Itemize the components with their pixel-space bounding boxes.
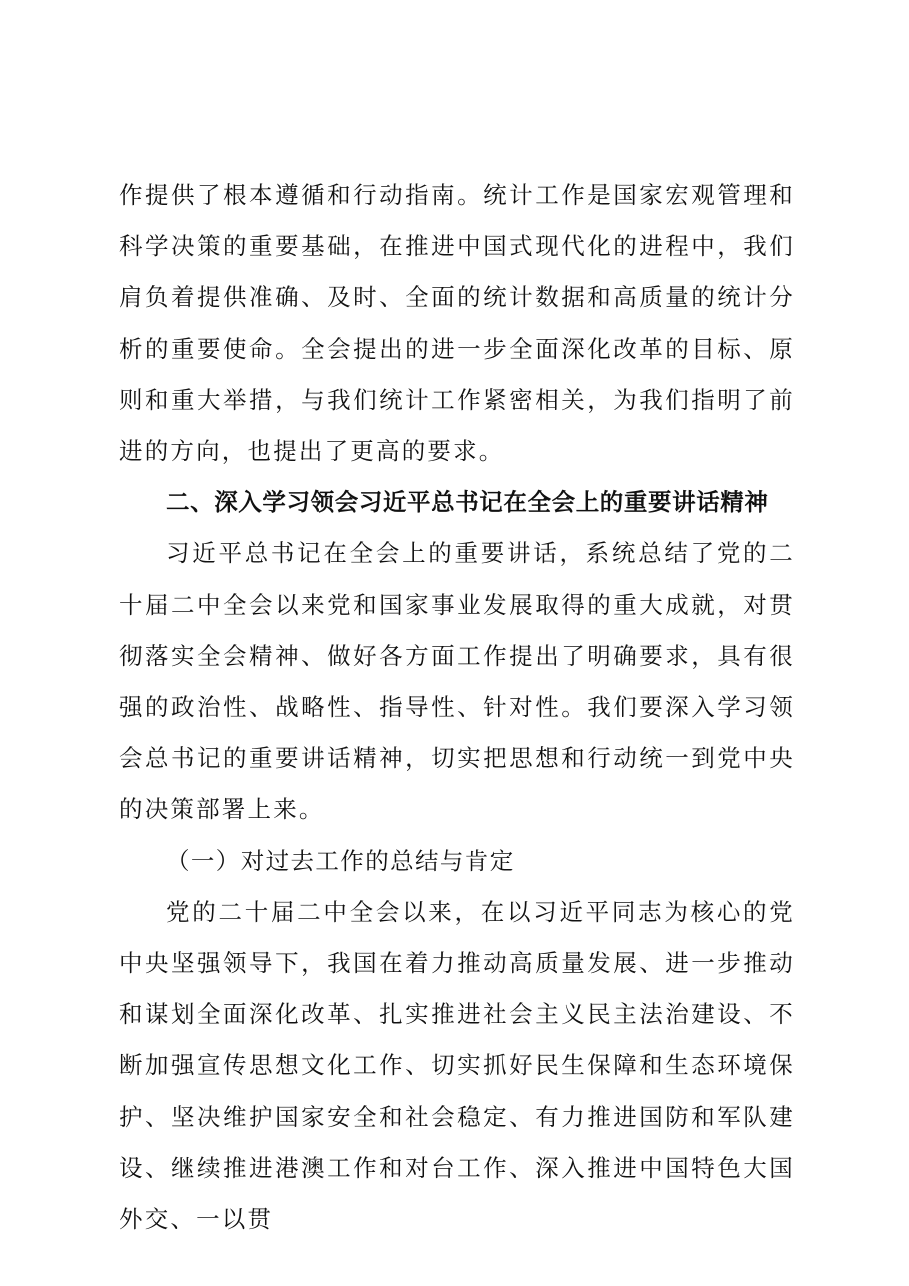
document-body [119, 170, 795, 1245]
paragraph-continuation: 作提供了根本遵循和行动指南。统计工作是国家宏观管理和科学决策的重要基础，在推进中国式现代化的进程中，我们肩负着提供准确、及时、全面的统计数据和高质量的统计分析的重要使命。全会提出的进一步全面深化改革的目标、原则和重大举措，与我们统计工作紧密相关，为我们指明了前进的方向，也提出了更高的要求。 [119, 181, 795, 466]
paragraph-speech-summary: 习近平总书记在全会上的重要讲话，系统总结了党的二十届二中全会以来党和国家事业发展取得的重大成就，对贯彻落实全会精神、做好各方面工作提出了明确要求，具有很强的政治性、战略性、指导性、针对性。我们要深入学习领会总书记的重要讲话精神，切实把思想和行动统一到党中央的决策部署上来。 [119, 539, 795, 824]
paragraph-achievements: 党的二十届二中全会以来，在以习近平同志为核心的党中央坚强领导下，我国在着力推动高质量发展、进一步推动和谋划全面深化改革、扎实推进社会主义民主法治建设、不断加强宣传思想文化工作、切实抓好民生保障和生态环境保护、坚决维护国家安全和社会稳定、有力推进国防和军队建设、继续推进港澳工作和对台工作、深入推进中国特色大国外交、一以贯 [119, 897, 795, 1234]
section-heading: 二、深入学习领会习近平总书记在全会上的重要讲话精神 [166, 488, 769, 517]
subsection-heading: （一）对过去工作的总结与肯定 [166, 846, 515, 875]
